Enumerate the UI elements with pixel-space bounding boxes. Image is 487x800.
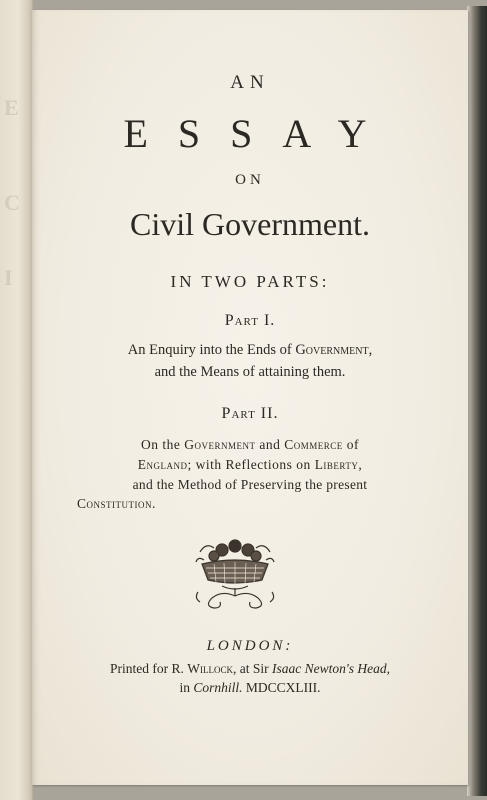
part-two-line-4: Constitution. — [77, 496, 156, 511]
part-two-line-2 — [32, 457, 468, 473]
bleed-through-glyph: E — [4, 95, 19, 120]
fruit-basket-ornament-icon — [192, 536, 278, 612]
imprint-line-1 — [32, 661, 468, 677]
imprint-text: Printed for R. — [110, 661, 188, 676]
part-two-smallcaps: Commerce — [284, 437, 343, 452]
title-page — [32, 10, 468, 785]
bleed-through-glyph: C — [4, 190, 20, 215]
imprint-location: Cornhill. — [193, 680, 243, 695]
bleed-through-glyph: I — [4, 265, 13, 290]
title-main: ESSAY — [123, 111, 397, 156]
imprint-line-2 — [32, 680, 468, 696]
imprint-date: MDCCXLIII. — [242, 680, 321, 695]
part-two-smallcaps: England — [137, 457, 188, 472]
part-two-heading: Part II. — [221, 405, 279, 422]
title-article: AN — [230, 72, 270, 93]
part-one-line-1 — [32, 342, 468, 359]
part-one-smallcaps: Government, — [295, 342, 373, 358]
title-preposition: ON — [235, 172, 265, 188]
part-two-text: ; with Reflections on — [187, 457, 315, 472]
imprint-printer: Willock, — [187, 661, 237, 676]
imprint-city: LONDON: — [206, 638, 294, 654]
imprint-text: at Sir — [236, 661, 272, 676]
part-one-heading: Part I. — [224, 312, 276, 329]
part-two-text: of — [342, 437, 359, 452]
part-two-text: and — [255, 437, 285, 452]
part-two-text: On the — [141, 437, 185, 452]
part-one-line-2: and the Means of attaining them. — [154, 364, 346, 380]
part-two-line-1 — [32, 437, 468, 453]
imprint-text: in — [179, 680, 194, 695]
parts-heading: IN TWO PARTS: — [170, 272, 330, 291]
part-two-smallcaps: Government — [184, 437, 256, 452]
part-two-line-3: and the Method of Preserving the present — [132, 477, 368, 492]
part-two-smallcaps: Liberty, — [314, 457, 363, 472]
imprint-sign: Isaac Newton's Head, — [272, 661, 390, 676]
book-binding-edge — [0, 0, 33, 800]
part-one-text: An Enquiry into the Ends of — [127, 342, 296, 358]
book-cover-edge — [467, 6, 487, 796]
title-subject: Civil Government. — [130, 206, 370, 242]
